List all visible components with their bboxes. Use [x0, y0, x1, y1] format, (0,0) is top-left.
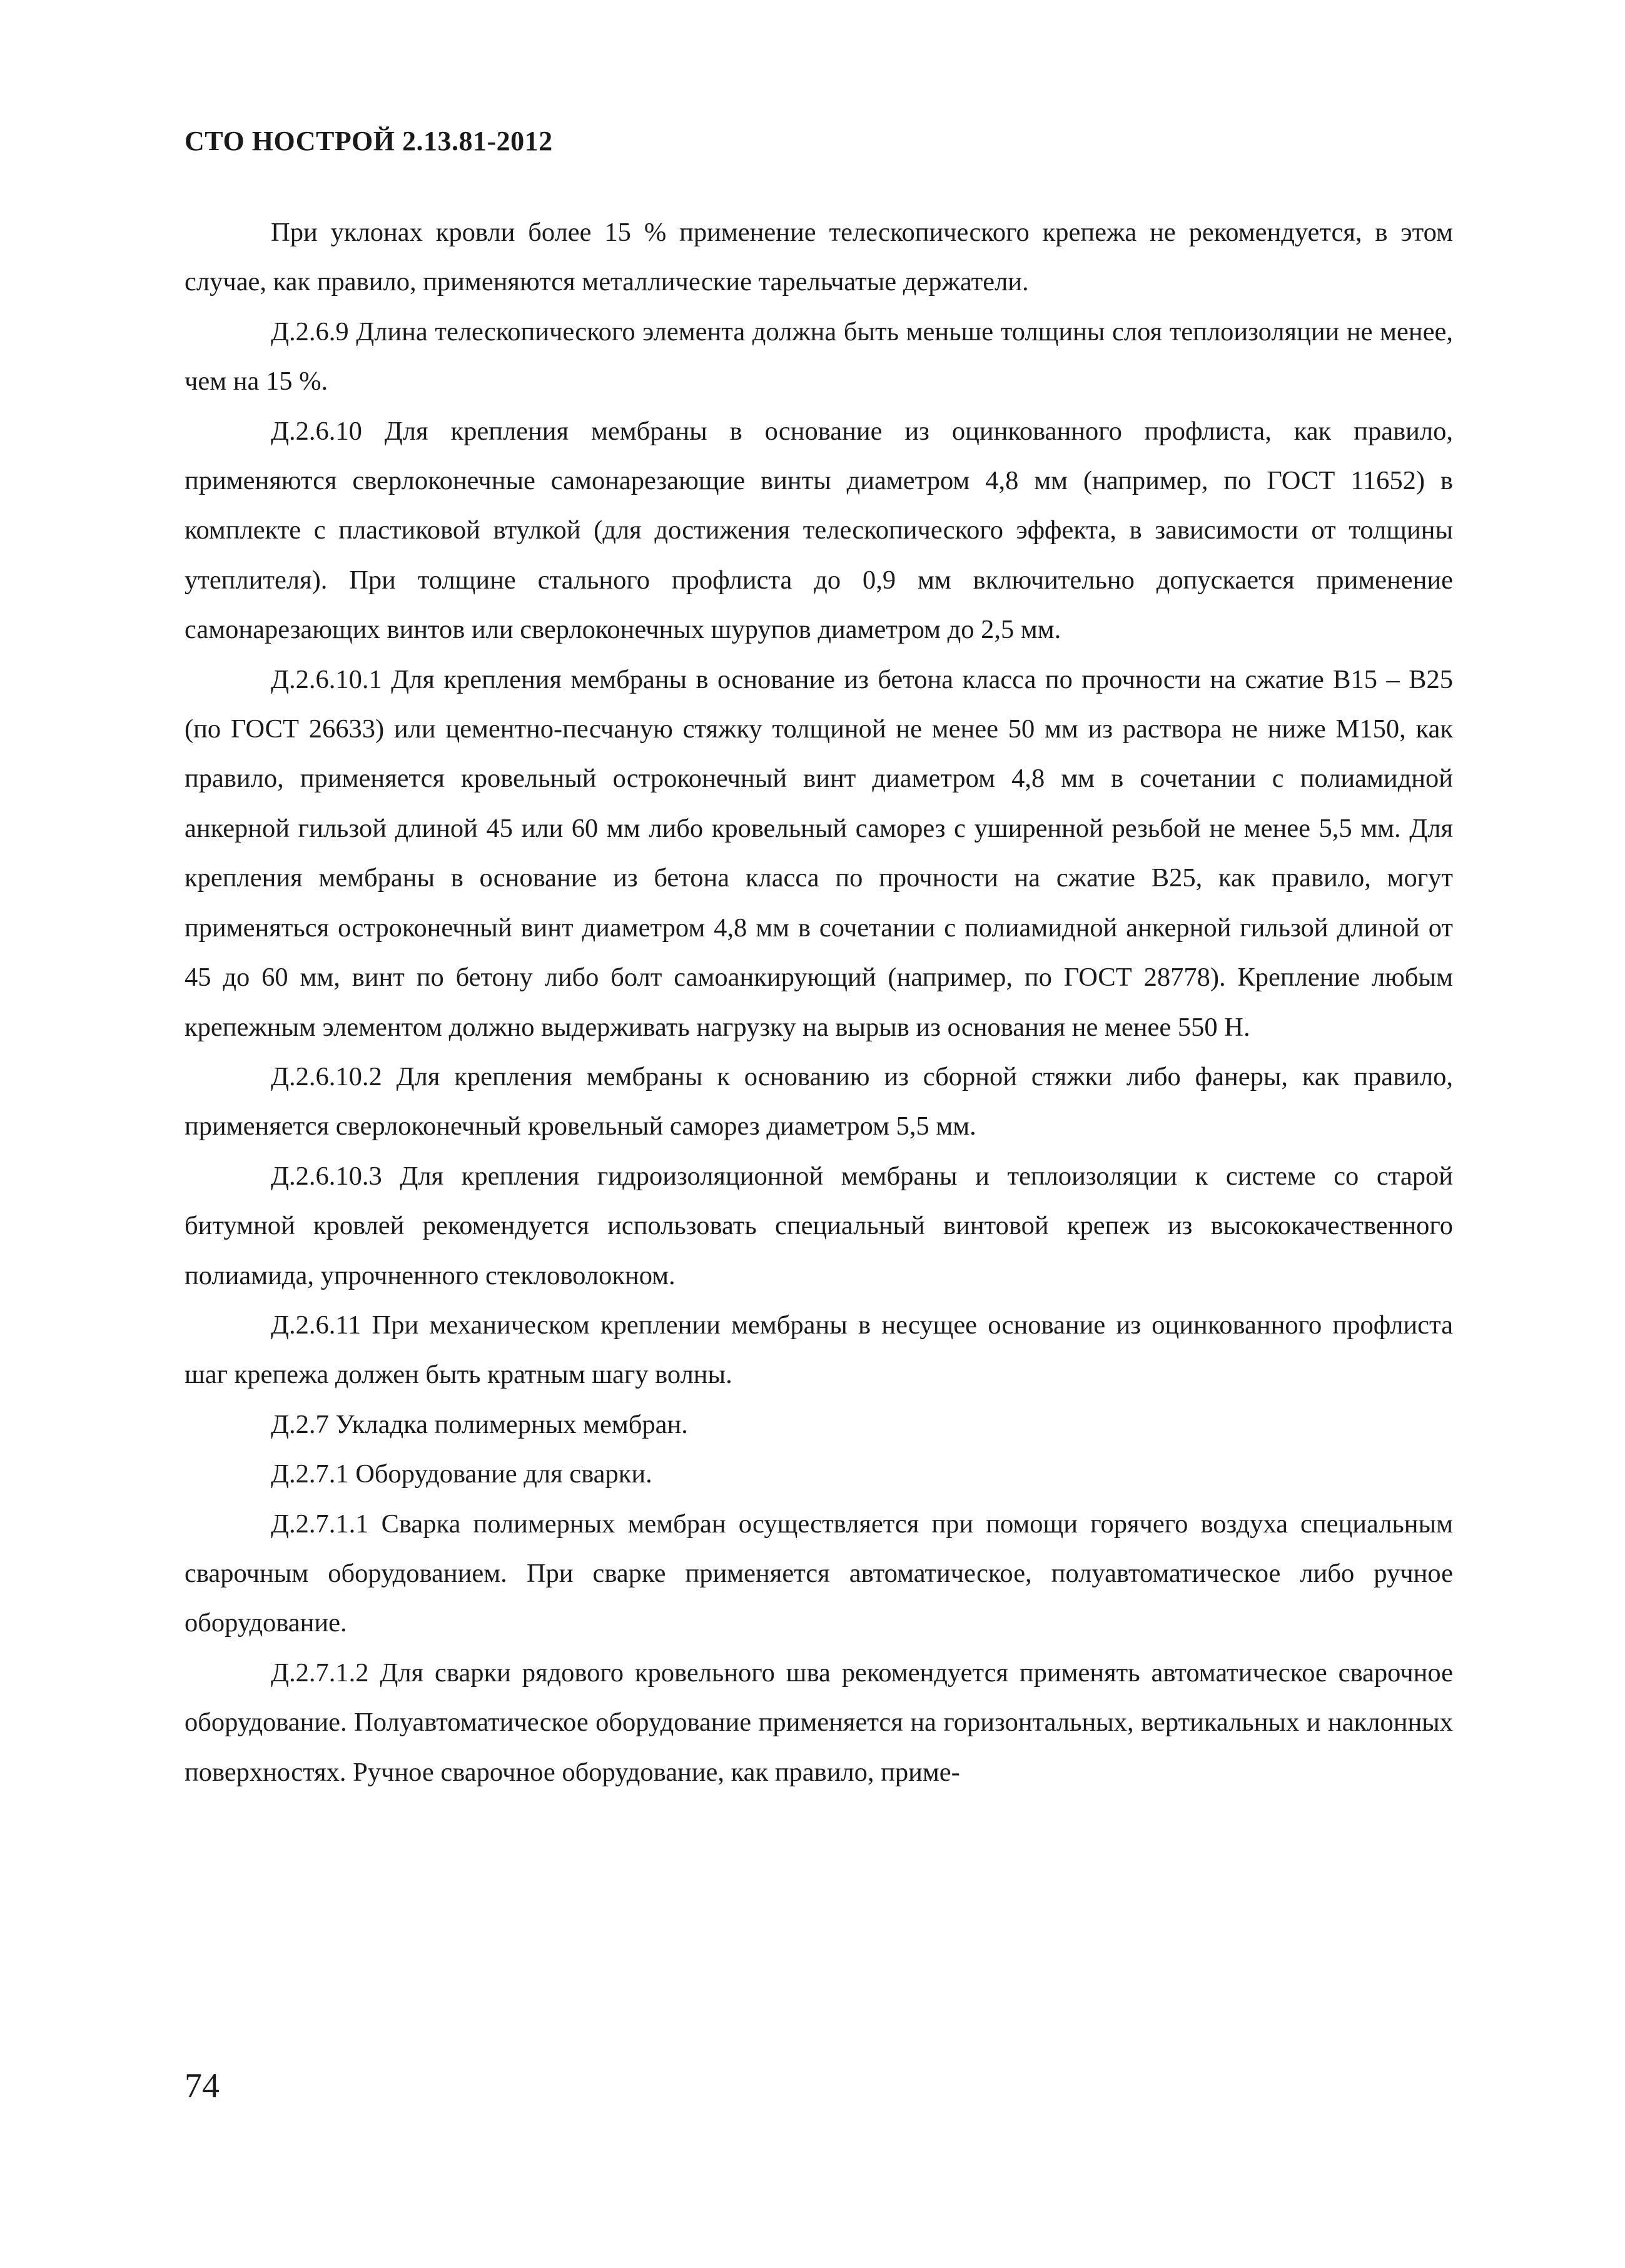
paragraph: Д.2.6.11 При механическом креплении мембраны в несущее основание из оцинкованного профлиста шаг крепежа должен быть кратным шагу волны. — [185, 1310, 1453, 1390]
paragraph: Д.2.6.10.2 Для крепления мембраны к основанию из сборной стяжки либо фанеры, как правило, применяется сверлоконечный кровельный саморез диаметром 5,5 мм. — [185, 1061, 1453, 1142]
paragraph: Д.2.6.10.3 Для крепления гидроизоляционной мембраны и теплоизоляции к системе со старой битумной кровлей рекомендуется использовать специальный винтовой крепеж из высококачественного полиамида, упрочненного стекловолокном. — [185, 1161, 1453, 1290]
paragraph: Д.2.7.1 Оборудование для сварки. — [271, 1459, 652, 1489]
document-header: СТО НОСТРОЙ 2.13.81-2012 — [185, 126, 553, 156]
paragraph: Д.2.7.1.1 Сварка полимерных мембран осуществляется при помощи горячего воздуха специальным сварочным оборудованием. При сварке применяется автоматическое, полуавтоматическое либо ручное оборудование. — [185, 1509, 1453, 1638]
paragraph: Д.2.6.9 Длина телескопического элемента должна быть меньше толщины слоя теплоизоляции не менее, чем на 15 %. — [185, 316, 1453, 397]
paragraph: Д.2.6.10.1 Для крепления мембраны в основание из бетона класса по прочности на сжатие В15 – В25 (по ГОСТ 26633) или цементно-песчаную стяжку толщиной не менее 50 мм из раствора не ниже М150, как правило, применяется кровельный остроконечный винт диаметром 4,8 мм в сочетании с полиамидной анкерной гильзой длиной 45 или 60 мм либо кровельный саморез с уширенной резьбой не менее 5,5 мм. Для крепления мембраны в основание из бетона класса по прочности на сжатие В25, как правило, могут применяться остроконечный винт диаметром 4,8 мм в сочетании с полиамидной анкерной гильзой длиной от 45 до 60 мм, винт по бетону либо болт самоанкирующий (например, по ГОСТ 28778). Крепление любым крепежным элементом должно выдерживать нагрузку на вырыв из основания не менее 550 Н. — [185, 664, 1453, 1042]
paragraph: При уклонах кровли более 15 % применение телескопического крепежа не рекомендуется, в этом случае, как правило, применяются металлические тарельчатые держатели. — [185, 218, 1453, 297]
paragraph: Д.2.7.1.2 Для сварки рядового кровельного шва рекомендуется применять автоматическое сварочное оборудование. Полуавтоматическое оборудование применяется на горизонтальных, вертикальных и наклонных поверхностях. Ручное сварочное оборудование, как правило, приме- — [185, 1658, 1453, 1787]
paragraph: Д.2.6.10 Для крепления мембраны в основание из оцинкованного профлиста, как правило, применяются сверлоконечные самонарезающие винты диаметром 4,8 мм (например, по ГОСТ 11652) в комплекте с пластиковой втулкой (для достижения телескопического эффекта, в зависимости от толщины утеплителя). При толщине стального профлиста до 0,9 мм включительно допускается применение самонарезающих винтов или сверлоконечных шурупов диаметром до 2,5 мм. — [185, 416, 1453, 645]
body-text — [185, 208, 1453, 1797]
page-number: 74 — [185, 2067, 220, 2105]
paragraph: Д.2.7 Укладка полимерных мембран. — [271, 1409, 688, 1439]
